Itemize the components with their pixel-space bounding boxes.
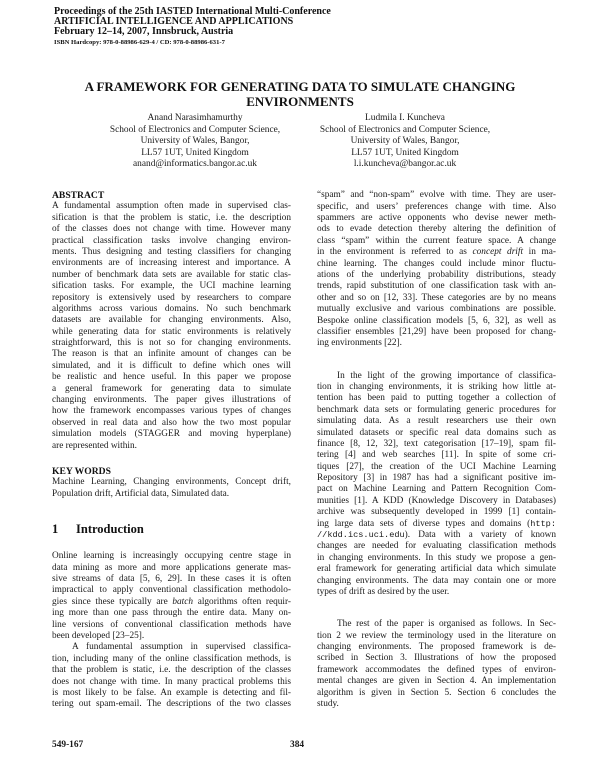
text-line: ments. Thus designing and testing classifiers for changing xyxy=(52,246,291,257)
text-line: practical classification tasks involve changing environ- xyxy=(52,235,291,246)
text-line: algorithms across various domains. No such benchmark xyxy=(52,303,291,314)
abstract-heading: ABSTRACT xyxy=(52,190,105,201)
paper-title-line: ENVIRONMENTS xyxy=(246,93,354,109)
text-segment: ). Data with a variety of known xyxy=(404,530,556,541)
text-line: mental changes are given in Section 4. An implementation xyxy=(317,676,556,687)
text-line: does not change with time. In many practical problems this xyxy=(52,676,291,687)
conference-name: Proceedings of the 25th IASTED International Multi-Conference xyxy=(54,6,331,17)
text-line: simulated, and it is difficult to define which ones will xyxy=(52,360,291,371)
introduction-right-column xyxy=(317,190,556,710)
text-line: In the light of the growing importance of classifica- xyxy=(337,370,556,381)
text-line: munities [1]. A KDD (Knowledge Discovery in Databases) xyxy=(317,495,556,506)
text-line: archive was subsequently developed in 1999 [1] contain- xyxy=(317,507,556,518)
text-line: datasets are available for changing environments. Also, xyxy=(52,315,291,326)
author-address: LL57 1UT, United Kingdom xyxy=(141,147,249,158)
text-line: Machine Learning, Changing environments, Concept drift, xyxy=(52,477,291,488)
section-title: Introduction xyxy=(76,522,144,536)
text-line: ations of the underlying probability distributions, steady xyxy=(317,270,556,281)
paragraph xyxy=(317,190,556,349)
text-segment: algorithms often requir- xyxy=(193,596,291,607)
text-line: sive streams of data [5, 6, 29]. In these cases it is often xyxy=(52,574,291,585)
text-line: A fundamental assumption often made in supervised clas- xyxy=(52,201,291,212)
text-segment: ing large data sets of diverse types and domains ( xyxy=(317,518,531,529)
text-line: ing more than one pass through the entire data. Many on- xyxy=(52,608,291,619)
author-department: School of Electronics and Computer Science, xyxy=(319,124,491,135)
conference-track: ARTIFICIAL INTELLIGENCE AND APPLICATIONS xyxy=(54,16,294,27)
text-line: changing environments. The paper gives illustrations of xyxy=(52,395,291,406)
text-line: simulated datasets or specific real data domains such as xyxy=(317,427,556,438)
author-address: LL57 1UT, United Kingdom xyxy=(351,147,459,158)
text-line: changes are needed for evaluating classification methods xyxy=(317,541,556,552)
text-line: tention has been paid to putting together a collection of xyxy=(317,393,556,404)
text-line: sification tasks. For example, the UCI machine learning xyxy=(52,281,291,292)
text-segment: in the environment is referred to as xyxy=(317,247,473,258)
section-number: 1 xyxy=(52,522,59,536)
text-line: tiques [27], the creation of the UCI Machine Learning xyxy=(317,461,556,472)
text-line: Repository [3] in 1987 has had a significant positive im- xyxy=(317,473,556,484)
emphasis-text: concept drift xyxy=(472,247,524,258)
author-university: University of Wales, Bangor, xyxy=(140,136,250,147)
text-line: environments are of increasing interest and importance. A xyxy=(52,258,291,269)
text-line: tering [4] and web searches [11]. In spite of some cri- xyxy=(317,450,556,461)
introduction-left-column xyxy=(52,551,291,710)
text-line: simulation models (STAGGER and moving hyperplane) xyxy=(52,429,291,440)
text-line: tion, including many of the online classification methods, is xyxy=(52,653,291,664)
text-line: while generating data for static environments is relatively xyxy=(52,326,291,337)
text-line: trends, rapid substitution of one classification task with an- xyxy=(317,281,556,292)
text-line: tion in changing environments, it is striking how little at- xyxy=(317,381,556,392)
author-email[interactable]: anand@informatics.bangor.ac.uk xyxy=(133,159,257,170)
text-line: The reason is that an infinite amount of changes can be xyxy=(52,349,291,360)
text-line xyxy=(317,247,556,258)
text-line: framework accommodates the defined types of environ- xyxy=(317,664,556,675)
text-line: a general framework for generating data to simulate xyxy=(52,383,291,394)
text-line: that the problem is static, i.e. the description of the classes xyxy=(52,665,291,676)
text-line: Online learning is increasingly occupying centre stage in xyxy=(52,551,291,562)
text-line: class “spam” within the current feature space. A change xyxy=(317,235,556,246)
text-line xyxy=(52,597,291,608)
text-line: The rest of the paper is organised as follows. In Sec- xyxy=(337,619,556,630)
author-name: Anand Narasimhamurthy xyxy=(147,113,243,123)
text-segment: in ma- xyxy=(523,247,556,258)
paper-title-line: A FRAMEWORK FOR GENERATING DATA TO SIMULATE CHANGING xyxy=(84,79,516,94)
text-line: ing environments [22]. xyxy=(317,338,402,349)
text-line: “spam” and “non-spam” evolve with time. They are user- xyxy=(317,190,556,201)
text-line: impractical to apply conventional classification methodolo- xyxy=(52,585,291,596)
text-line: changing environments. The proposed framework is de- xyxy=(317,641,556,652)
text-line: observed in real data and also how the two most popular xyxy=(52,417,291,428)
text-line: repository is extensively used by researchers to compare xyxy=(52,292,291,303)
paper-title xyxy=(0,80,600,109)
text-line: tion 2 we review the terminology used in the literature on xyxy=(317,630,556,641)
text-line: Bespoke online classification models [5, 6, 32], as well as xyxy=(317,315,556,326)
url-text[interactable]: http: xyxy=(530,518,556,529)
text-line: number of benchmark data sets are available for static clas- xyxy=(52,269,291,280)
url-text[interactable]: //kdd.ics.uci.edu xyxy=(317,530,405,541)
author-department: School of Electronics and Computer Science, xyxy=(109,124,281,135)
paragraph xyxy=(52,551,291,642)
author-block-2 xyxy=(275,113,535,171)
text-line: study. xyxy=(317,698,339,709)
text-line: ods to evade detection thereby altering the definition of xyxy=(317,224,556,235)
conference-date-location: February 12–14, 2007, Innsbruck, Austria xyxy=(54,26,234,37)
text-line: types of drift as desired by the user. xyxy=(317,586,450,597)
keywords-heading: KEY WORDS xyxy=(52,466,111,477)
text-line: finance [8, 12, 32], text categorisation [17–19], spam fil- xyxy=(317,438,556,449)
text-line: how the framework encompasses various types of changes xyxy=(52,406,291,417)
text-line: spammers are active opponents who devise newer meth- xyxy=(317,213,556,224)
text-line: tering out spam-email. The descriptions of the two classes xyxy=(52,699,291,710)
text-line: mutually exclusive and various combinations are possible. xyxy=(317,304,556,315)
paragraph xyxy=(317,371,556,599)
paragraph xyxy=(317,619,556,710)
text-line xyxy=(317,519,556,530)
page-number: 384 xyxy=(290,740,305,750)
text-line: is most likely to be false. An example is detecting and fil- xyxy=(52,687,291,698)
section-heading-introduction xyxy=(52,521,291,537)
text-line: chine learning. The changes could include minor fluctu- xyxy=(317,258,556,269)
paragraph xyxy=(52,642,291,710)
keywords-body xyxy=(52,477,291,500)
text-line: in changing environments. In this study we propose a gen- xyxy=(317,552,556,563)
paper-id: 549-167 xyxy=(52,740,84,750)
text-line: scribed in Section 3. Illustrations of how the proposed xyxy=(317,653,556,664)
abstract-body xyxy=(52,201,291,452)
text-line: pact on Machine Learning and Pattern Recognition Com- xyxy=(317,484,556,495)
text-line: changing environments. The data may contain one or more xyxy=(317,575,556,586)
author-email[interactable]: l.i.kuncheva@bangor.ac.uk xyxy=(353,159,457,170)
author-name: Ludmila I. Kuncheva xyxy=(365,113,445,123)
text-line: classifier ensembles [21,29] have been proposed for chang- xyxy=(317,326,556,337)
text-line: benchmark data sets or formulating generic procedures for xyxy=(317,404,556,415)
text-line: Population drift, Artificial data, Simulated data. xyxy=(52,488,230,499)
author-university: University of Wales, Bangor, xyxy=(350,136,460,147)
text-segment: gies since these typically are xyxy=(52,596,173,607)
text-line: simulating data. As a result researchers use their own xyxy=(317,416,556,427)
text-line: straightforward, this is not so for changing environments. xyxy=(52,338,291,349)
text-line: of the classes does not change with time. However many xyxy=(52,224,291,235)
emphasis-text: batch xyxy=(172,596,194,607)
text-line: other and so on [12, 33]. These categories are by no means xyxy=(317,292,556,303)
text-line: been developed [23–25]. xyxy=(52,631,145,642)
text-line: sification is that the problem is static, i.e. the description xyxy=(52,212,291,223)
text-line: be realistic and hence useful. In this paper we propose xyxy=(52,372,291,383)
text-line xyxy=(317,530,556,541)
text-line: line versions of conventional classification methods have xyxy=(52,619,291,630)
text-line: algorithm is given in Section 5. Section 6 concludes the xyxy=(317,687,556,698)
text-line: data mining as more and more applications generate mas- xyxy=(52,562,291,573)
text-line: eral framework for generating artificial data which simulate xyxy=(317,564,556,575)
text-line: specific, and users’ preferences change with time. Also xyxy=(317,201,556,212)
isbn-line: ISBN Hardcopy: 978-0-88986-629-4 / CD: 978-0-88986-631-7 xyxy=(54,39,225,46)
text-line: are represented within. xyxy=(52,440,137,451)
text-line: A fundamental assumption in supervised classifica- xyxy=(72,642,291,653)
